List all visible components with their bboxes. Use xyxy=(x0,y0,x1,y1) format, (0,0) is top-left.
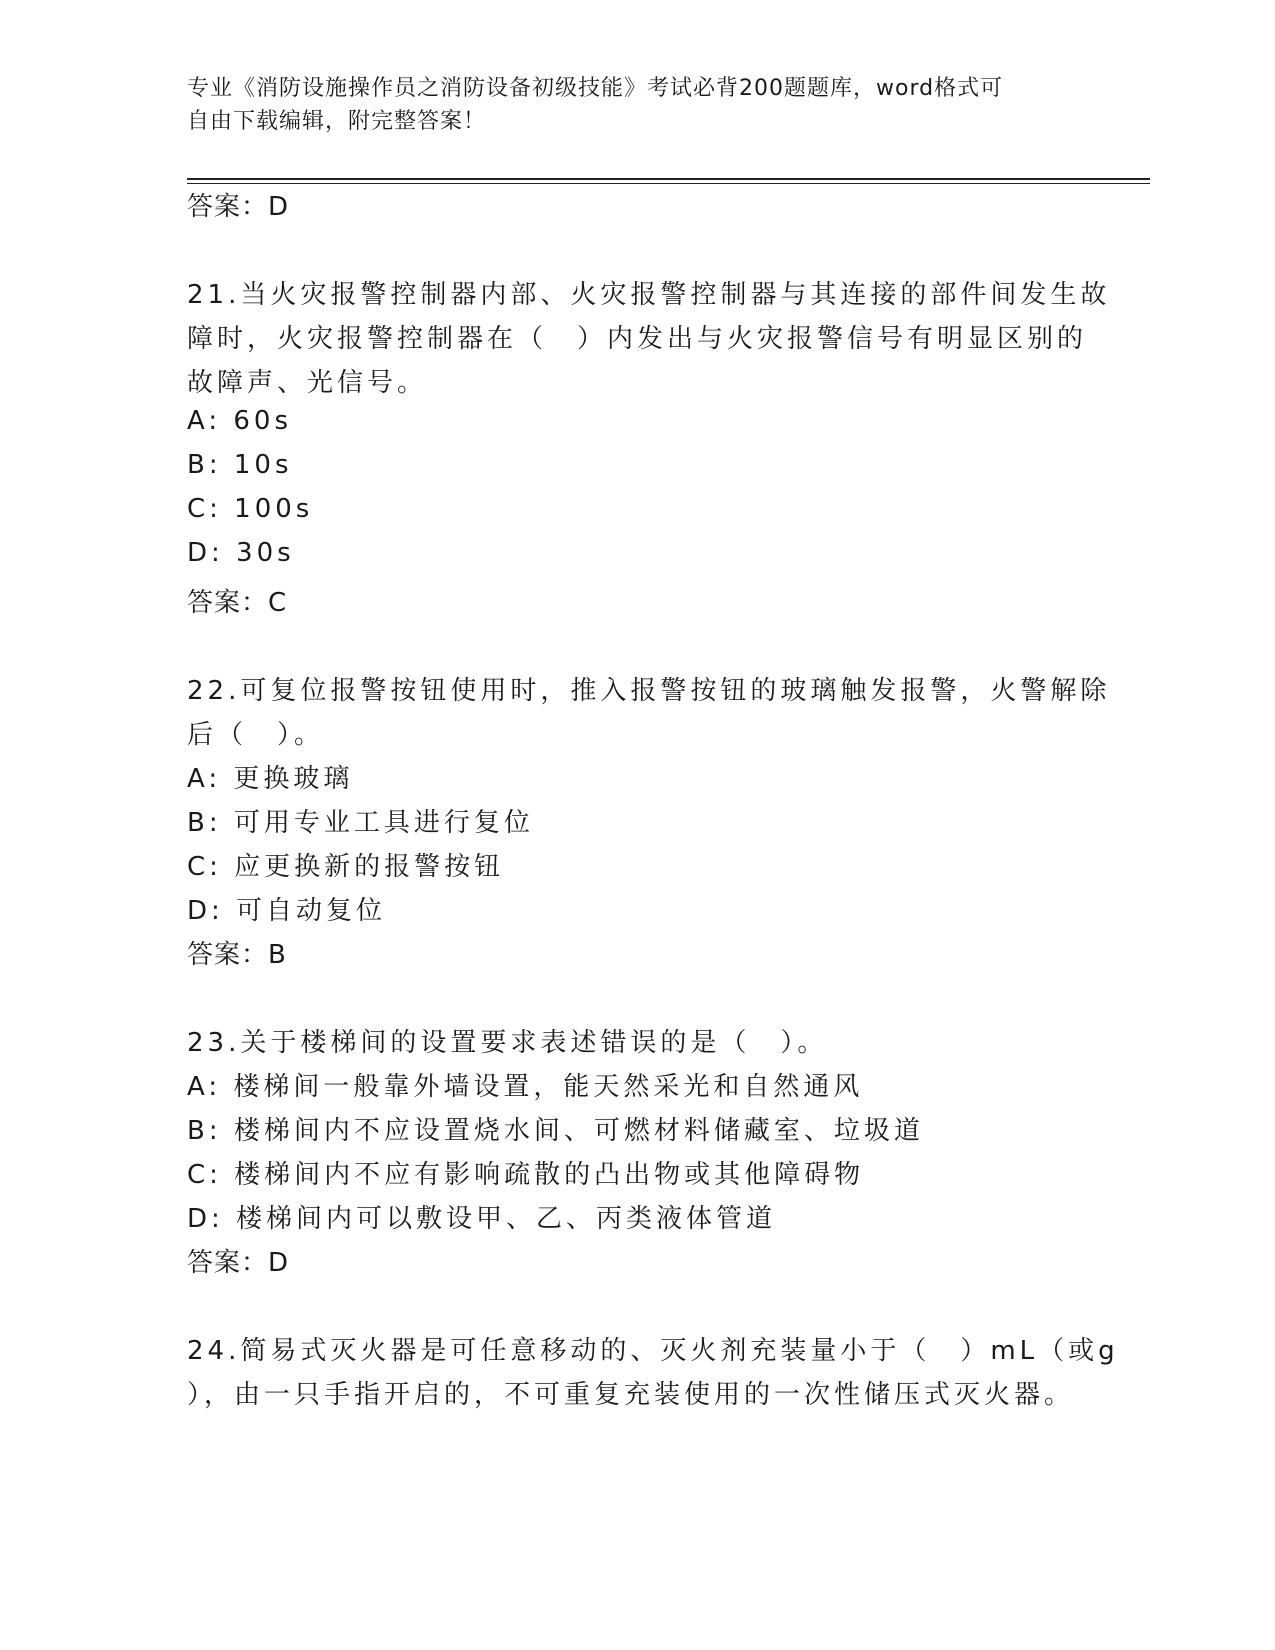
q23-option-a: A: 楼梯间一般靠外墙设置，能天然采光和自然通风 xyxy=(187,1072,864,1102)
q23-option-b: B: 楼梯间内不应设置烧水间、可燃材料储藏室、垃圾道 xyxy=(187,1116,924,1146)
prev-answer: 答案：D xyxy=(187,192,290,222)
q21-text-line-3: 故障声、光信号。 xyxy=(187,368,428,398)
q24-text-line-1: 24.简易式灭火器是可任意移动的、灭火剂充装量小于（ ）mL（或g xyxy=(187,1336,1119,1366)
q21-option-b: B: 10s xyxy=(187,450,293,480)
header-line-1: 专业《消防设施操作员之消防设备初级技能》考试必背200题题库，word格式可 xyxy=(187,76,1004,101)
q22-text-line-2: 后（ ）。 xyxy=(187,720,325,750)
q21-option-a: A: 60s xyxy=(187,406,292,436)
q21-answer: 答案：C xyxy=(187,588,288,618)
q22-text-line-1: 22.可复位报警按钮使用时，推入报警按钮的玻璃触发报警，火警解除 xyxy=(187,676,1111,706)
q21-text-line-2: 障时，火灾报警控制器在（ ）内发出与火灾报警信号有明显区别的 xyxy=(187,324,1088,354)
q21-option-c: C: 100s xyxy=(187,494,314,524)
header-line-2: 自由下载编辑，附完整答案！ xyxy=(187,109,487,134)
q23-option-c: C: 楼梯间内不应有影响疏散的凸出物或其他障碍物 xyxy=(187,1160,865,1190)
q22-option-c: C: 应更换新的报警按钮 xyxy=(187,852,505,882)
q22-option-a: A: 更换玻璃 xyxy=(187,764,354,794)
q23-answer: 答案：D xyxy=(187,1248,290,1278)
q23-option-d: D: 楼梯间内可以敷设甲、乙、丙类液体管道 xyxy=(187,1204,777,1234)
header-rule-thin xyxy=(187,183,1150,184)
q21-text-line-1: 21.当火灾报警控制器内部、火灾报警控制器与其连接的部件间发生故 xyxy=(187,280,1111,310)
q21-option-d: D: 30s xyxy=(187,538,295,568)
q22-answer: 答案：B xyxy=(187,940,287,970)
page-header xyxy=(187,72,1067,138)
q22-option-b: B: 可用专业工具进行复位 xyxy=(187,808,534,838)
header-rule-thick xyxy=(187,178,1150,180)
q24-text-line-2: ），由一只手指开启的，不可重复充装使用的一次性储压式灭火器。 xyxy=(187,1380,1075,1410)
q22-option-d: D: 可自动复位 xyxy=(187,896,387,926)
q23-text-line-1: 23.关于楼梯间的设置要求表述错误的是（ ）。 xyxy=(187,1028,828,1058)
